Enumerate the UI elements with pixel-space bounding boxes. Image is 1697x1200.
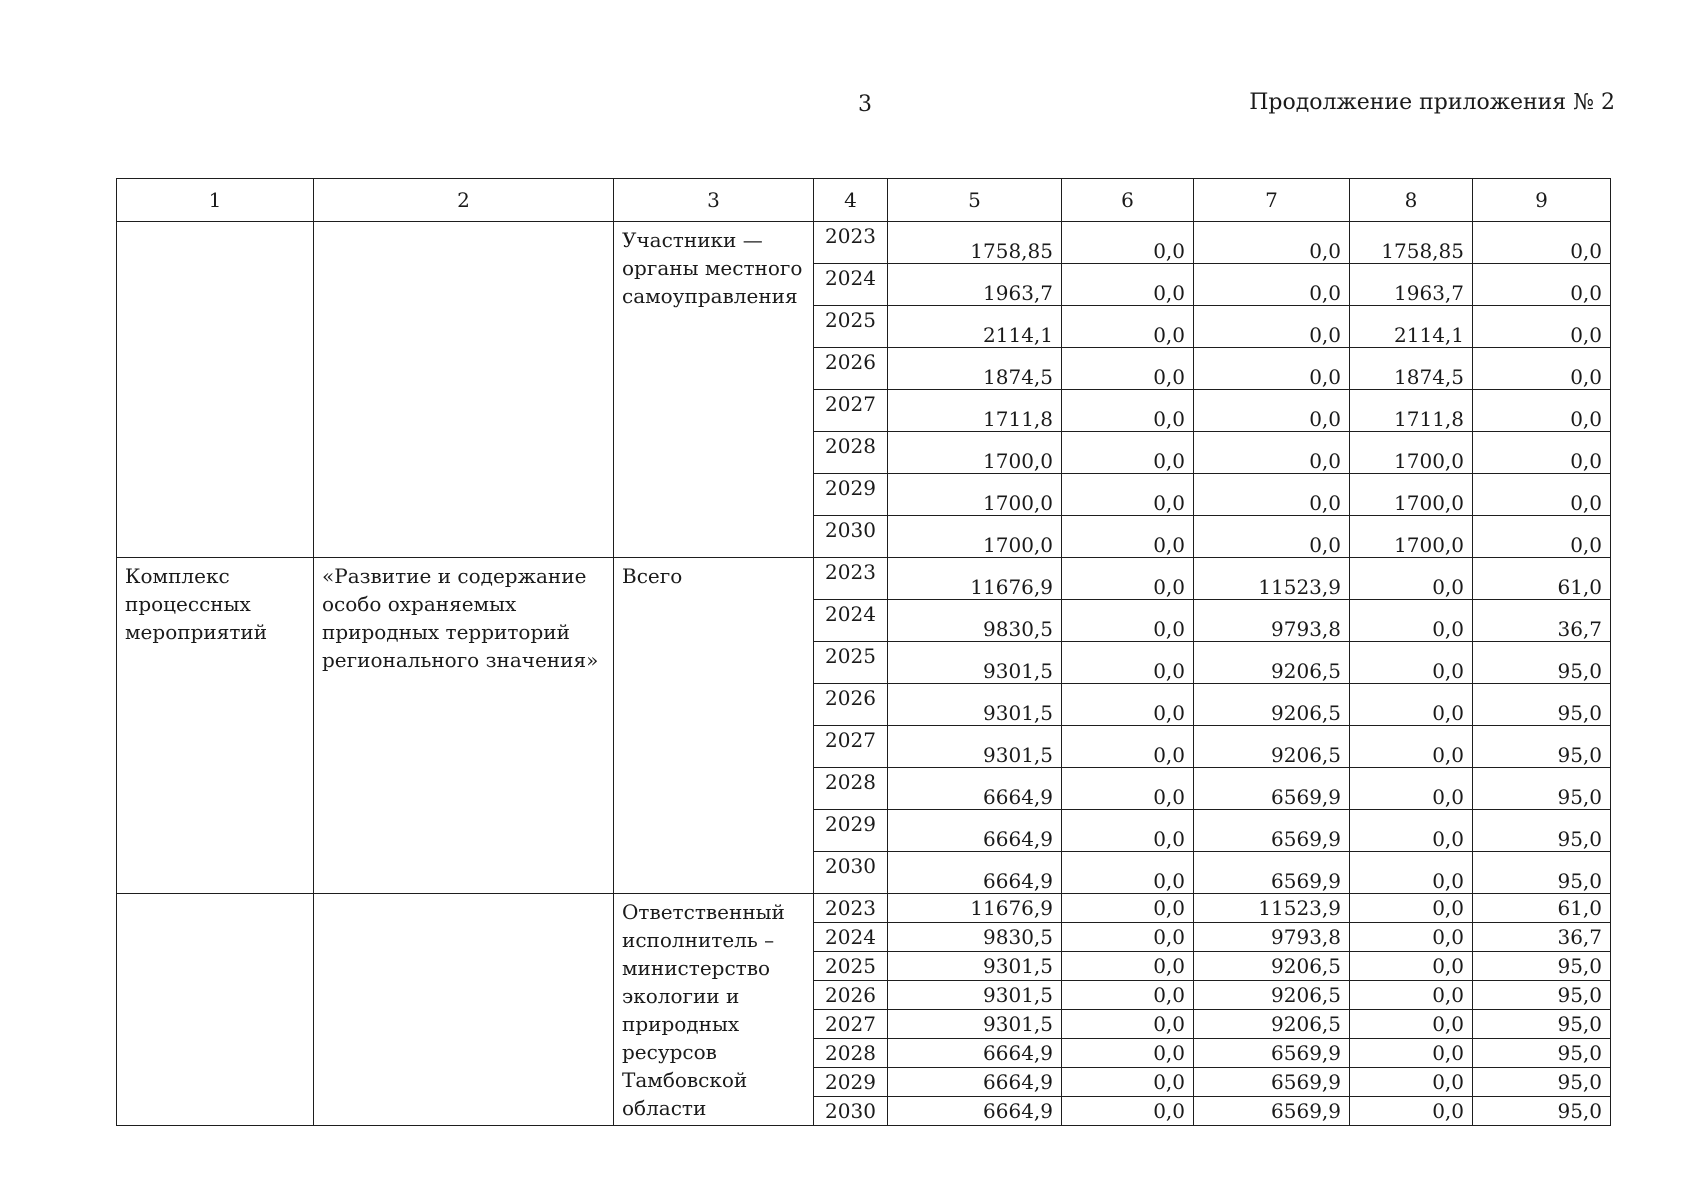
extrabudget-cell: 0,0 <box>1473 390 1611 432</box>
program-item-cell: Комплекс процессных мероприятий <box>117 558 314 894</box>
regional-cell: 9206,5 <box>1194 1010 1350 1039</box>
federal-cell: 0,0 <box>1062 684 1194 726</box>
federal-cell: 0,0 <box>1062 516 1194 558</box>
federal-cell: 0,0 <box>1062 852 1194 894</box>
year-cell: 2024 <box>814 264 888 306</box>
regional-cell: 0,0 <box>1194 264 1350 306</box>
column-header: 4 <box>814 179 888 222</box>
program-title-cell <box>314 894 614 1126</box>
year-cell: 2030 <box>814 1097 888 1126</box>
year-cell: 2028 <box>814 768 888 810</box>
local-cell: 1700,0 <box>1350 516 1473 558</box>
total-cell: 2114,1 <box>888 306 1062 348</box>
local-cell: 1758,85 <box>1350 222 1473 264</box>
total-cell: 9301,5 <box>888 726 1062 768</box>
regional-cell: 0,0 <box>1194 222 1350 264</box>
column-header: 1 <box>117 179 314 222</box>
extrabudget-cell: 95,0 <box>1473 1010 1611 1039</box>
extrabudget-cell: 95,0 <box>1473 981 1611 1010</box>
program-title-cell <box>314 222 614 558</box>
federal-cell: 0,0 <box>1062 1097 1194 1126</box>
total-cell: 1700,0 <box>888 474 1062 516</box>
year-cell: 2025 <box>814 306 888 348</box>
year-cell: 2024 <box>814 923 888 952</box>
local-cell: 0,0 <box>1350 642 1473 684</box>
extrabudget-cell: 95,0 <box>1473 1039 1611 1068</box>
extrabudget-cell: 36,7 <box>1473 923 1611 952</box>
column-header: 8 <box>1350 179 1473 222</box>
year-cell: 2030 <box>814 516 888 558</box>
federal-cell: 0,0 <box>1062 222 1194 264</box>
federal-cell: 0,0 <box>1062 1010 1194 1039</box>
federal-cell: 0,0 <box>1062 600 1194 642</box>
regional-cell: 9206,5 <box>1194 952 1350 981</box>
local-cell: 1874,5 <box>1350 348 1473 390</box>
total-cell: 1963,7 <box>888 264 1062 306</box>
regional-cell: 0,0 <box>1194 306 1350 348</box>
local-cell: 0,0 <box>1350 1039 1473 1068</box>
federal-cell: 0,0 <box>1062 558 1194 600</box>
extrabudget-cell: 0,0 <box>1473 474 1611 516</box>
year-cell: 2026 <box>814 684 888 726</box>
local-cell: 1700,0 <box>1350 432 1473 474</box>
federal-cell: 0,0 <box>1062 768 1194 810</box>
federal-cell: 0,0 <box>1062 474 1194 516</box>
extrabudget-cell: 36,7 <box>1473 600 1611 642</box>
table-body <box>117 222 1611 1126</box>
total-cell: 6664,9 <box>888 1068 1062 1097</box>
column-header: 5 <box>888 179 1062 222</box>
total-cell: 11676,9 <box>888 558 1062 600</box>
local-cell: 0,0 <box>1350 852 1473 894</box>
total-cell: 1700,0 <box>888 516 1062 558</box>
local-cell: 0,0 <box>1350 952 1473 981</box>
total-cell: 1874,5 <box>888 348 1062 390</box>
program-item-cell <box>117 222 314 558</box>
regional-cell: 9793,8 <box>1194 600 1350 642</box>
federal-cell: 0,0 <box>1062 642 1194 684</box>
year-cell: 2026 <box>814 348 888 390</box>
total-cell: 9301,5 <box>888 981 1062 1010</box>
regional-cell: 9206,5 <box>1194 684 1350 726</box>
extrabudget-cell: 61,0 <box>1473 894 1611 923</box>
local-cell: 0,0 <box>1350 981 1473 1010</box>
local-cell: 1711,8 <box>1350 390 1473 432</box>
local-cell: 0,0 <box>1350 894 1473 923</box>
budget-table <box>116 178 1611 1126</box>
local-cell: 0,0 <box>1350 726 1473 768</box>
total-cell: 1700,0 <box>888 432 1062 474</box>
year-cell: 2024 <box>814 600 888 642</box>
participant-cell: Всего <box>614 558 814 894</box>
year-cell: 2030 <box>814 852 888 894</box>
extrabudget-cell: 95,0 <box>1473 726 1611 768</box>
year-cell: 2023 <box>814 894 888 923</box>
federal-cell: 0,0 <box>1062 264 1194 306</box>
year-cell: 2026 <box>814 981 888 1010</box>
local-cell: 0,0 <box>1350 768 1473 810</box>
regional-cell: 0,0 <box>1194 432 1350 474</box>
year-cell: 2028 <box>814 1039 888 1068</box>
year-cell: 2025 <box>814 952 888 981</box>
year-cell: 2028 <box>814 432 888 474</box>
federal-cell: 0,0 <box>1062 952 1194 981</box>
column-header: 3 <box>614 179 814 222</box>
table-row <box>117 222 1611 264</box>
extrabudget-cell: 95,0 <box>1473 768 1611 810</box>
local-cell: 0,0 <box>1350 1097 1473 1126</box>
federal-cell: 0,0 <box>1062 726 1194 768</box>
local-cell: 0,0 <box>1350 810 1473 852</box>
total-cell: 9301,5 <box>888 1010 1062 1039</box>
year-cell: 2029 <box>814 1068 888 1097</box>
appendix-caption: Продолжение приложения № 2 <box>1249 90 1615 115</box>
extrabudget-cell: 95,0 <box>1473 852 1611 894</box>
column-header: 6 <box>1062 179 1194 222</box>
local-cell: 0,0 <box>1350 600 1473 642</box>
table-row <box>117 894 1611 923</box>
extrabudget-cell: 61,0 <box>1473 558 1611 600</box>
year-cell: 2025 <box>814 642 888 684</box>
extrabudget-cell: 0,0 <box>1473 264 1611 306</box>
regional-cell: 6569,9 <box>1194 810 1350 852</box>
total-cell: 9830,5 <box>888 923 1062 952</box>
total-cell: 1711,8 <box>888 390 1062 432</box>
year-cell: 2027 <box>814 1010 888 1039</box>
regional-cell: 6569,9 <box>1194 1068 1350 1097</box>
year-cell: 2023 <box>814 558 888 600</box>
extrabudget-cell: 0,0 <box>1473 348 1611 390</box>
regional-cell: 9206,5 <box>1194 981 1350 1010</box>
year-cell: 2029 <box>814 474 888 516</box>
regional-cell: 9206,5 <box>1194 642 1350 684</box>
regional-cell: 6569,9 <box>1194 1097 1350 1126</box>
year-cell: 2027 <box>814 390 888 432</box>
extrabudget-cell: 0,0 <box>1473 432 1611 474</box>
local-cell: 0,0 <box>1350 1068 1473 1097</box>
total-cell: 6664,9 <box>888 810 1062 852</box>
federal-cell: 0,0 <box>1062 923 1194 952</box>
total-cell: 9301,5 <box>888 952 1062 981</box>
total-cell: 9301,5 <box>888 642 1062 684</box>
total-cell: 6664,9 <box>888 852 1062 894</box>
year-cell: 2023 <box>814 222 888 264</box>
participant-cell: Ответственный исполнитель – министерство экологии и природных ресурсов Тамбовской области <box>614 894 814 1126</box>
column-header: 2 <box>314 179 614 222</box>
local-cell: 0,0 <box>1350 558 1473 600</box>
total-cell: 6664,9 <box>888 1097 1062 1126</box>
participant-cell: Участники — органы местного самоуправления <box>614 222 814 558</box>
regional-cell: 9206,5 <box>1194 726 1350 768</box>
regional-cell: 0,0 <box>1194 348 1350 390</box>
column-header: 7 <box>1194 179 1350 222</box>
federal-cell: 0,0 <box>1062 306 1194 348</box>
extrabudget-cell: 95,0 <box>1473 642 1611 684</box>
regional-cell: 0,0 <box>1194 516 1350 558</box>
extrabudget-cell: 95,0 <box>1473 810 1611 852</box>
total-cell: 1758,85 <box>888 222 1062 264</box>
total-cell: 11676,9 <box>888 894 1062 923</box>
total-cell: 6664,9 <box>888 768 1062 810</box>
regional-cell: 6569,9 <box>1194 1039 1350 1068</box>
federal-cell: 0,0 <box>1062 981 1194 1010</box>
federal-cell: 0,0 <box>1062 810 1194 852</box>
local-cell: 1963,7 <box>1350 264 1473 306</box>
total-cell: 9830,5 <box>888 600 1062 642</box>
federal-cell: 0,0 <box>1062 1039 1194 1068</box>
column-header: 9 <box>1473 179 1611 222</box>
extrabudget-cell: 95,0 <box>1473 684 1611 726</box>
column-number-row <box>117 179 1611 222</box>
total-cell: 6664,9 <box>888 1039 1062 1068</box>
federal-cell: 0,0 <box>1062 1068 1194 1097</box>
table-row <box>117 558 1611 600</box>
federal-cell: 0,0 <box>1062 348 1194 390</box>
federal-cell: 0,0 <box>1062 432 1194 474</box>
total-cell: 9301,5 <box>888 684 1062 726</box>
local-cell: 0,0 <box>1350 684 1473 726</box>
regional-cell: 6569,9 <box>1194 852 1350 894</box>
extrabudget-cell: 95,0 <box>1473 952 1611 981</box>
extrabudget-cell: 95,0 <box>1473 1097 1611 1126</box>
local-cell: 1700,0 <box>1350 474 1473 516</box>
regional-cell: 0,0 <box>1194 474 1350 516</box>
program-item-cell <box>117 894 314 1126</box>
regional-cell: 0,0 <box>1194 390 1350 432</box>
federal-cell: 0,0 <box>1062 894 1194 923</box>
program-title-cell: «Развитие и содержание особо охраняемых природных территорий регионального значения» <box>314 558 614 894</box>
regional-cell: 11523,9 <box>1194 558 1350 600</box>
extrabudget-cell: 0,0 <box>1473 222 1611 264</box>
regional-cell: 6569,9 <box>1194 768 1350 810</box>
local-cell: 2114,1 <box>1350 306 1473 348</box>
extrabudget-cell: 0,0 <box>1473 516 1611 558</box>
local-cell: 0,0 <box>1350 923 1473 952</box>
year-cell: 2027 <box>814 726 888 768</box>
page-number: 3 <box>858 92 872 117</box>
extrabudget-cell: 95,0 <box>1473 1068 1611 1097</box>
regional-cell: 11523,9 <box>1194 894 1350 923</box>
extrabudget-cell: 0,0 <box>1473 306 1611 348</box>
local-cell: 0,0 <box>1350 1010 1473 1039</box>
year-cell: 2029 <box>814 810 888 852</box>
regional-cell: 9793,8 <box>1194 923 1350 952</box>
federal-cell: 0,0 <box>1062 390 1194 432</box>
